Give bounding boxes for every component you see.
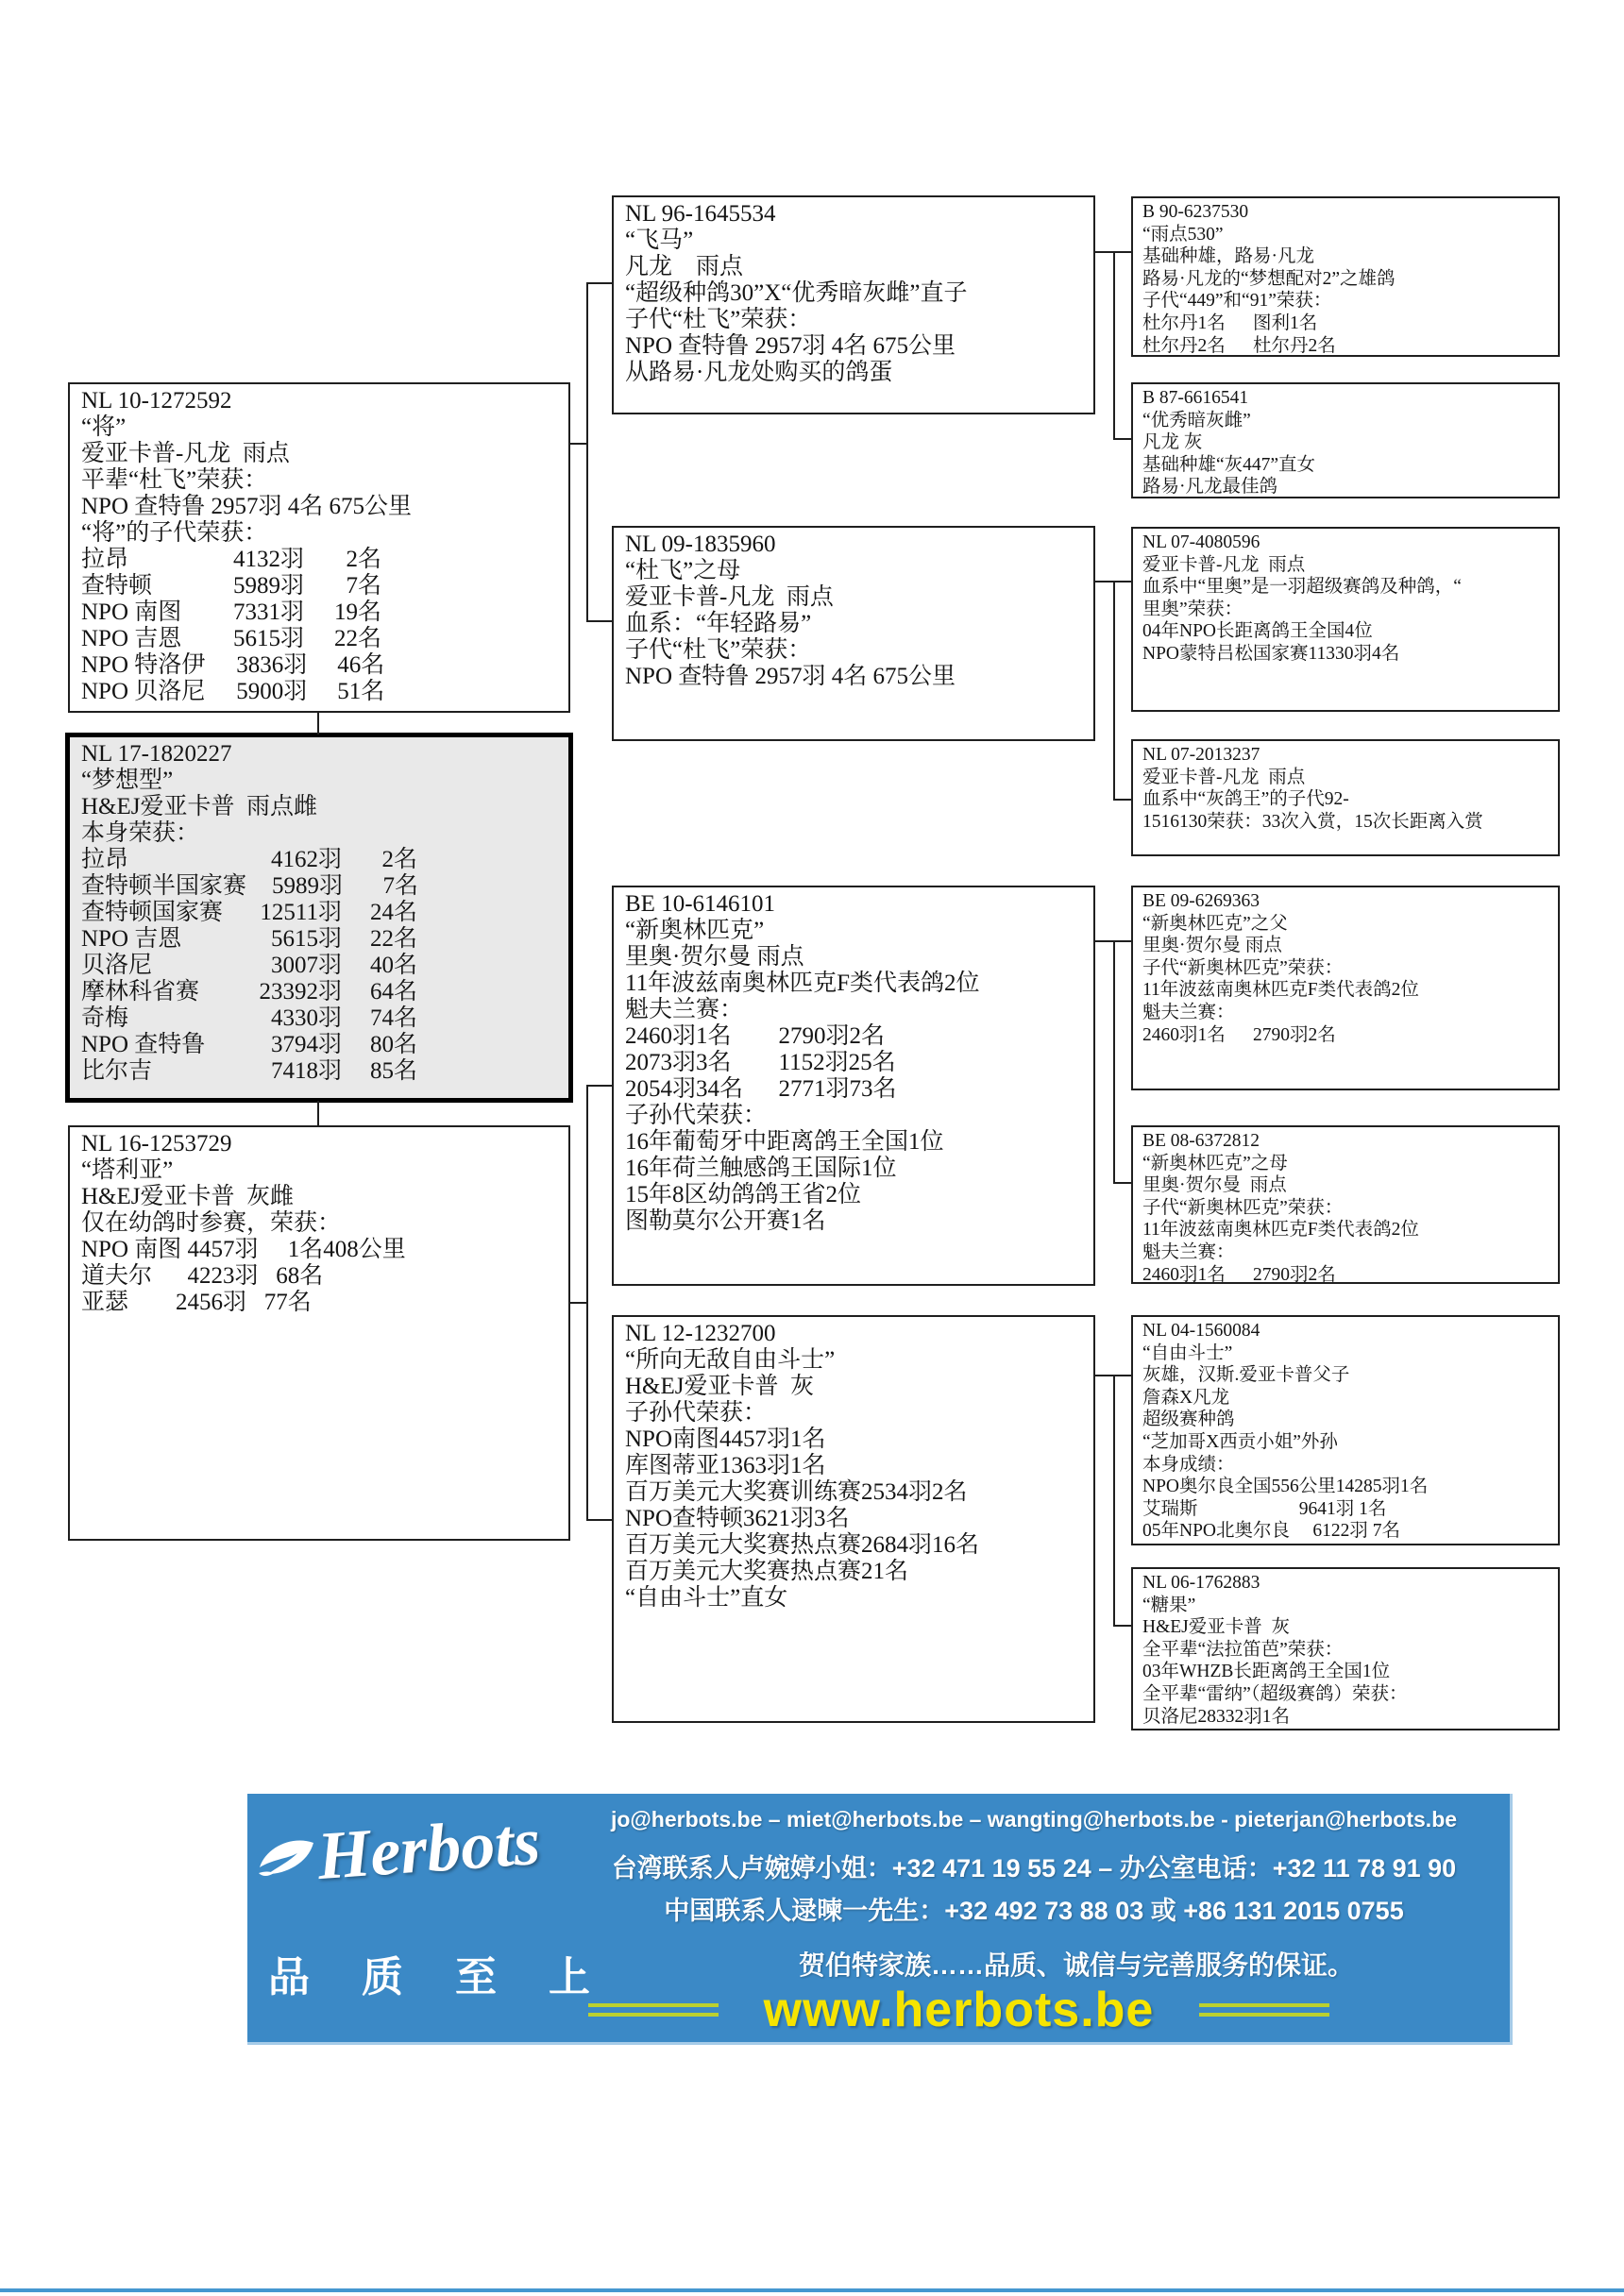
pedigree-box-dam [68, 1125, 570, 1541]
result-row [81, 1058, 417, 1085]
result-cell: 7418羽 [270, 1058, 342, 1084]
text-line: “芝加哥X西贡小姐”外孙 [1142, 1431, 1338, 1452]
result-cell: 4132羽 [232, 547, 304, 572]
text-line: 11年波兹南奥林匹克F类代表鸽2位 [1142, 980, 1419, 1001]
connector-line [586, 1085, 588, 1521]
connector-line [1113, 1625, 1131, 1627]
result-table [81, 547, 385, 705]
result-row [81, 953, 417, 979]
result-cell: 奇梅 [81, 1005, 129, 1031]
text-line: “自由斗士” [1142, 1342, 1233, 1363]
text-line: “梦想型” [81, 768, 174, 793]
text-line: NPO查特顿3621羽3名 [625, 1506, 850, 1531]
text-line: 凡龙 雨点 [625, 254, 744, 279]
pedigree-box-gg2 [1131, 382, 1560, 498]
herbots-logo [257, 1802, 543, 1897]
text-line: H&EJ爱亚卡普 雨点雌 [81, 794, 318, 819]
pedigree-box-sire-dam [612, 526, 1095, 741]
text-line: “优秀暗灰雌” [1142, 410, 1251, 430]
connector-line [586, 1519, 612, 1521]
text-line: 基础种雄，路易·凡龙 [1142, 246, 1314, 267]
result-cell: 3007羽 [270, 953, 342, 978]
connector-line [586, 282, 588, 622]
connector-line [1113, 940, 1115, 1184]
text-line: 爱亚卡普-凡龙 雨点 [1142, 767, 1306, 787]
text-line: NPO奥尔良全国556公里14285羽1名 [1142, 1477, 1429, 1497]
result-cell: 拉昂 [81, 547, 129, 572]
pedigree-box-gg7 [1131, 1315, 1560, 1545]
result-cell: 5615羽 [232, 626, 304, 651]
text-line: 超级赛种鸽 [1142, 1410, 1235, 1430]
result-row [81, 573, 381, 599]
text-line: 2460羽1名 2790羽2名 [1142, 1024, 1336, 1045]
result-cell: 贝洛尼 [81, 953, 153, 978]
text-line: NL 12-1232700 [625, 1321, 776, 1346]
text-line: NL 09-1835960 [625, 532, 776, 557]
result-cell: 7名 [382, 873, 419, 899]
pedigree-box-sire [68, 382, 570, 713]
text-line: NL 10-1272592 [81, 388, 232, 414]
result-cell: 74名 [369, 1005, 417, 1031]
box-text [1142, 532, 1548, 666]
text-line: NL 06-1762883 [1142, 1573, 1260, 1593]
text-line: 里奥·贺尔曼 雨点 [1142, 936, 1282, 956]
text-line: “飞马” [625, 228, 694, 253]
pedigree-box-gg1 [1131, 196, 1560, 357]
result-table [81, 847, 417, 1085]
text-line: H&EJ爱亚卡普 灰 [625, 1374, 815, 1399]
result-cell: 85名 [369, 1058, 417, 1084]
connector-line [586, 282, 612, 284]
decorative-line [588, 2003, 719, 2017]
text-line: “雨点530” [1142, 224, 1224, 245]
box-text [1142, 1572, 1548, 1728]
connector-line [1113, 1182, 1131, 1184]
website-link[interactable]: www.herbots.be [763, 1983, 1155, 2037]
result-cell: 51名 [337, 679, 385, 704]
result-row [81, 926, 417, 953]
text-line: 里奥·贺尔曼 雨点 [1142, 1175, 1287, 1196]
text-line: NL 16-1253729 [81, 1131, 232, 1156]
box-text [81, 388, 557, 547]
result-cell: 40名 [369, 953, 417, 978]
box-text [1142, 387, 1548, 498]
result-cell: 7331羽 [232, 599, 304, 625]
box-text [625, 201, 1082, 386]
page-bottom-rule [0, 2288, 1624, 2292]
result-cell: NPO 特洛伊 [81, 652, 206, 678]
text-line: 魁夫兰赛： [1142, 1002, 1235, 1022]
result-cell: 23392羽 [259, 979, 342, 1004]
text-line: 子代“449”和“91”荣获： [1142, 291, 1332, 312]
text-line: “新奥林匹克” [625, 918, 765, 943]
text-line: NL 96-1645534 [625, 201, 776, 227]
result-cell: 5989羽 [232, 573, 304, 599]
text-line: 库图蒂亚1363羽1名 [625, 1453, 826, 1478]
text-line: 子孙代荣获： [625, 1400, 768, 1426]
result-row [81, 1005, 417, 1032]
text-line: 爱亚卡普-凡龙 雨点 [625, 584, 834, 610]
result-row [81, 679, 385, 705]
text-line: 魁夫兰赛： [1142, 1241, 1235, 1262]
result-cell: 查特顿半国家赛 [81, 873, 247, 899]
text-line: 爱亚卡普-凡龙 雨点 [81, 441, 290, 466]
herbots-logo-text: Herbots [314, 1802, 543, 1895]
pedigree-box-gg4 [1131, 739, 1560, 856]
text-line: 平辈“杜飞”荣获： [81, 467, 268, 493]
pedigree-box-subject [65, 733, 573, 1103]
text-line: 11年波兹南奥林匹克F类代表鸽2位 [1142, 1220, 1419, 1241]
text-line: 2460羽1名 2790羽2名 [625, 1023, 886, 1049]
result-cell: 5989羽 [272, 873, 344, 899]
text-line: 本身荣获： [81, 820, 200, 846]
result-cell: NPO 吉恩 [81, 926, 182, 952]
result-row [81, 1032, 417, 1058]
text-line: “自由斗士”直女 [625, 1585, 788, 1611]
result-row [81, 979, 417, 1005]
text-line: “新奥林匹克”之父 [1142, 913, 1288, 934]
text-line: NL 07-2013237 [1142, 745, 1260, 765]
result-cell: 比尔吉 [81, 1058, 153, 1084]
connector-line [317, 1101, 319, 1127]
text-line: NL 17-1820227 [81, 741, 232, 767]
text-line: 贝洛尼28332羽1名 [1142, 1706, 1291, 1727]
text-line: NPO蒙特吕松国家赛11330羽4名 [1142, 643, 1400, 664]
text-line: 百万美元大奖赛训练赛2534羽2名 [625, 1479, 968, 1505]
result-row [81, 652, 385, 679]
result-cell: 查特顿 [81, 573, 153, 599]
result-cell: 12511羽 [260, 900, 342, 925]
text-line: 03年WHZB长距离鸽王全国1位 [1142, 1662, 1391, 1682]
result-cell: 摩林科省赛 [81, 979, 200, 1004]
pedigree-box-gg5 [1131, 886, 1560, 1090]
text-line: 路易·凡龙最佳鸽 [1142, 477, 1277, 498]
result-cell: NPO 南图 [81, 599, 182, 625]
text-line: 子代“杜飞”荣获： [625, 307, 812, 332]
box-text [625, 891, 1082, 1235]
text-line: 子代“新奥林匹克”荣获： [1142, 1197, 1344, 1218]
text-line: 从路易·凡龙处购买的鸽蛋 [625, 360, 893, 385]
result-cell: 查特顿国家赛 [81, 900, 224, 925]
text-line: B 87-6616541 [1142, 388, 1249, 408]
text-line: 百万美元大奖赛热点赛2684羽16名 [625, 1532, 980, 1558]
text-line: NL 07-4080596 [1142, 532, 1260, 552]
text-line: 血系中“灰鸽王”的子代92- [1142, 789, 1349, 810]
text-line: BE 09-6269363 [1142, 891, 1260, 911]
text-line: NPO 南图 4457羽 1名408公里 [81, 1237, 406, 1262]
text-line: 血系中“里奥”是一羽超级赛鸽及种鸽，“ [1142, 577, 1462, 598]
result-cell: 80名 [369, 1032, 417, 1057]
result-cell: NPO 查特鲁 [81, 1032, 206, 1057]
text-line: 百万美元大奖赛热点赛21名 [625, 1559, 909, 1584]
pedigree-box-dam-sire [612, 886, 1095, 1286]
text-line: 道夫尔 4223羽 68名 [81, 1263, 324, 1289]
text-line: 05年NPO北奥尔良 6122羽 7名 [1142, 1521, 1401, 1542]
box-text [1142, 201, 1548, 357]
result-cell: 5900羽 [236, 679, 308, 704]
connector-line [317, 711, 319, 734]
box-text [81, 1131, 557, 1316]
text-line: “新奥林匹克”之母 [1142, 1153, 1288, 1173]
text-line: H&EJ爱亚卡普 灰雌 [81, 1184, 295, 1209]
text-line: 15年8区幼鸽鸽王省2位 [625, 1182, 862, 1207]
result-cell: 22名 [333, 626, 381, 651]
text-line: 血系：“年轻路易” [625, 611, 812, 636]
banner-website-row [446, 1983, 1472, 2037]
text-line: 杜尔丹2名 杜尔丹2名 [1142, 335, 1336, 356]
banner-tagline: 贺伯特家族……品质、诚信与完善服务的保证。 [798, 1950, 1354, 1980]
text-line: 全平辈“雷纳”（超级赛鸽）荣获： [1142, 1683, 1408, 1704]
text-line: 图勒莫尔公开赛1名 [625, 1208, 826, 1234]
result-cell: 64名 [369, 979, 417, 1004]
result-cell: 19名 [333, 599, 381, 625]
text-line: 16年荷兰触感鸽王国际1位 [625, 1156, 897, 1181]
pedigree-box-dam-dam [612, 1315, 1095, 1723]
result-row [81, 873, 417, 900]
herbots-banner [247, 1794, 1513, 2045]
text-line: 全平辈“法拉笛芭”荣获： [1142, 1639, 1344, 1660]
text-line: “将” [81, 414, 127, 440]
result-cell: 2名 [346, 547, 381, 572]
text-line: B 90-6237530 [1142, 202, 1249, 222]
result-cell: 4330羽 [270, 1005, 342, 1031]
text-line: NL 04-1560084 [1142, 1321, 1260, 1341]
box-text [81, 741, 557, 847]
result-row [81, 847, 417, 873]
text-line: 路易·凡龙的“梦想配对2”之雄鸽 [1142, 268, 1396, 289]
text-line: BE 08-6372812 [1142, 1131, 1260, 1151]
text-line: 爱亚卡普-凡龙 雨点 [1142, 554, 1306, 575]
text-line: BE 10-6146101 [625, 891, 776, 917]
result-cell: 拉昂 [81, 847, 129, 872]
result-cell: 7名 [346, 573, 381, 599]
pedigree-box-gg8 [1131, 1567, 1560, 1730]
text-line: 16年葡萄牙中距离鸽王全国1位 [625, 1129, 944, 1155]
result-cell: 3794羽 [270, 1032, 342, 1057]
text-line: 魁夫兰赛： [625, 997, 744, 1022]
connector-line [586, 620, 612, 622]
text-line: 子代“杜飞”荣获： [625, 637, 812, 663]
pedigree-box-gg3 [1131, 527, 1560, 712]
text-line: “所向无敌自由斗士” [625, 1347, 836, 1373]
text-line: NPO 查特鲁 2957羽 4名 675公里 [81, 494, 413, 519]
text-line: H&EJ爱亚卡普 灰 [1142, 1617, 1291, 1638]
text-line: “糖果” [1142, 1595, 1196, 1615]
text-line: 杜尔丹1名 图利1名 [1142, 312, 1318, 333]
text-line: 里奥·贺尔曼 雨点 [625, 944, 804, 970]
result-cell: 24名 [369, 900, 417, 925]
banner-emails: jo@herbots.be – miet@herbots.be – wangting@herbots.be - pieterjan@herbots.be [610, 1807, 1458, 1832]
result-cell: NPO 吉恩 [81, 626, 182, 651]
result-cell: 46名 [337, 652, 385, 678]
result-cell: 5615羽 [270, 926, 342, 952]
box-text [1142, 744, 1548, 833]
text-line: 子代“新奥林匹克”荣获： [1142, 957, 1344, 978]
result-cell: 3836羽 [236, 652, 308, 678]
text-line: 子孙代荣获： [625, 1103, 768, 1128]
connector-line [1113, 799, 1131, 801]
text-line: 灰雄，汉斯.爱亚卡普父子 [1142, 1365, 1350, 1386]
text-line: 亚瑟 2456羽 77名 [81, 1290, 312, 1315]
text-line: 仅在幼鸽时参赛，荣获： [81, 1210, 342, 1236]
banner-slogan-cn: 品 质 至 上 [268, 1954, 611, 2001]
feather-icon [257, 1837, 317, 1897]
result-cell: 22名 [369, 926, 417, 952]
text-line: 本身成绩： [1142, 1454, 1235, 1475]
decorative-line [1199, 2003, 1329, 2017]
text-line: “将”的子代荣获： [81, 520, 268, 546]
text-line: 04年NPO长距离鸽王全国4位 [1142, 621, 1373, 642]
result-row [81, 626, 381, 652]
connector-line [1113, 1375, 1115, 1627]
box-text [1142, 890, 1548, 1046]
box-text [1142, 1320, 1548, 1543]
text-line: 2460羽1名 2790羽2名 [1142, 1264, 1336, 1285]
text-line: “超级种鸽30”X“优秀暗灰雌”直子 [625, 280, 968, 306]
text-line: 11年波兹南奥林匹克F类代表鸽2位 [625, 971, 980, 996]
text-line: “塔利亚” [81, 1157, 174, 1183]
text-line: 凡龙 灰 [1142, 432, 1203, 453]
box-text [625, 532, 1082, 690]
banner-contact-taiwan: 台湾联系人卢婉婷小姐：+32 471 19 55 24 – 办公室电话：+32 11 78 91 90 [611, 1854, 1457, 1882]
connector-line [1113, 251, 1115, 440]
result-cell: 2名 [381, 847, 417, 872]
text-line: 1516130荣获：33次入赏，15次长距离入赏 [1142, 811, 1483, 832]
text-line: NPO 查特鲁 2957羽 4名 675公里 [625, 333, 956, 359]
result-row [81, 599, 381, 626]
text-line: 2073羽3名 1152羽25名 [625, 1050, 896, 1075]
pedigree-box-gg6 [1131, 1125, 1560, 1284]
text-line: 艾瑞斯 9641羽 1名 [1142, 1498, 1387, 1519]
result-row [81, 900, 417, 926]
text-line: “杜飞”之母 [625, 558, 741, 583]
box-text [625, 1321, 1082, 1612]
text-line: 基础种雄“灰447”直女 [1142, 454, 1316, 475]
connector-line [1113, 581, 1115, 801]
connector-line [1113, 438, 1131, 440]
result-cell: 4162羽 [270, 847, 342, 872]
result-cell: NPO 贝洛尼 [81, 679, 206, 704]
text-line: 詹森X凡龙 [1142, 1387, 1230, 1408]
pedigree-box-sire-sire [612, 195, 1095, 414]
connector-line [586, 1085, 612, 1087]
text-line: NPO南图4457羽1名 [625, 1427, 826, 1452]
box-text [1142, 1130, 1548, 1286]
text-line: 里奥”荣获： [1142, 599, 1243, 619]
banner-contact-china: 中国联系人逯暕一先生：+32 492 73 88 03 或 +86 131 2015 0755 [664, 1897, 1404, 1925]
result-row [81, 547, 381, 573]
text-line: 2054羽34名 2771羽73名 [625, 1076, 897, 1102]
text-line: NPO 查特鲁 2957羽 4名 675公里 [625, 664, 956, 689]
